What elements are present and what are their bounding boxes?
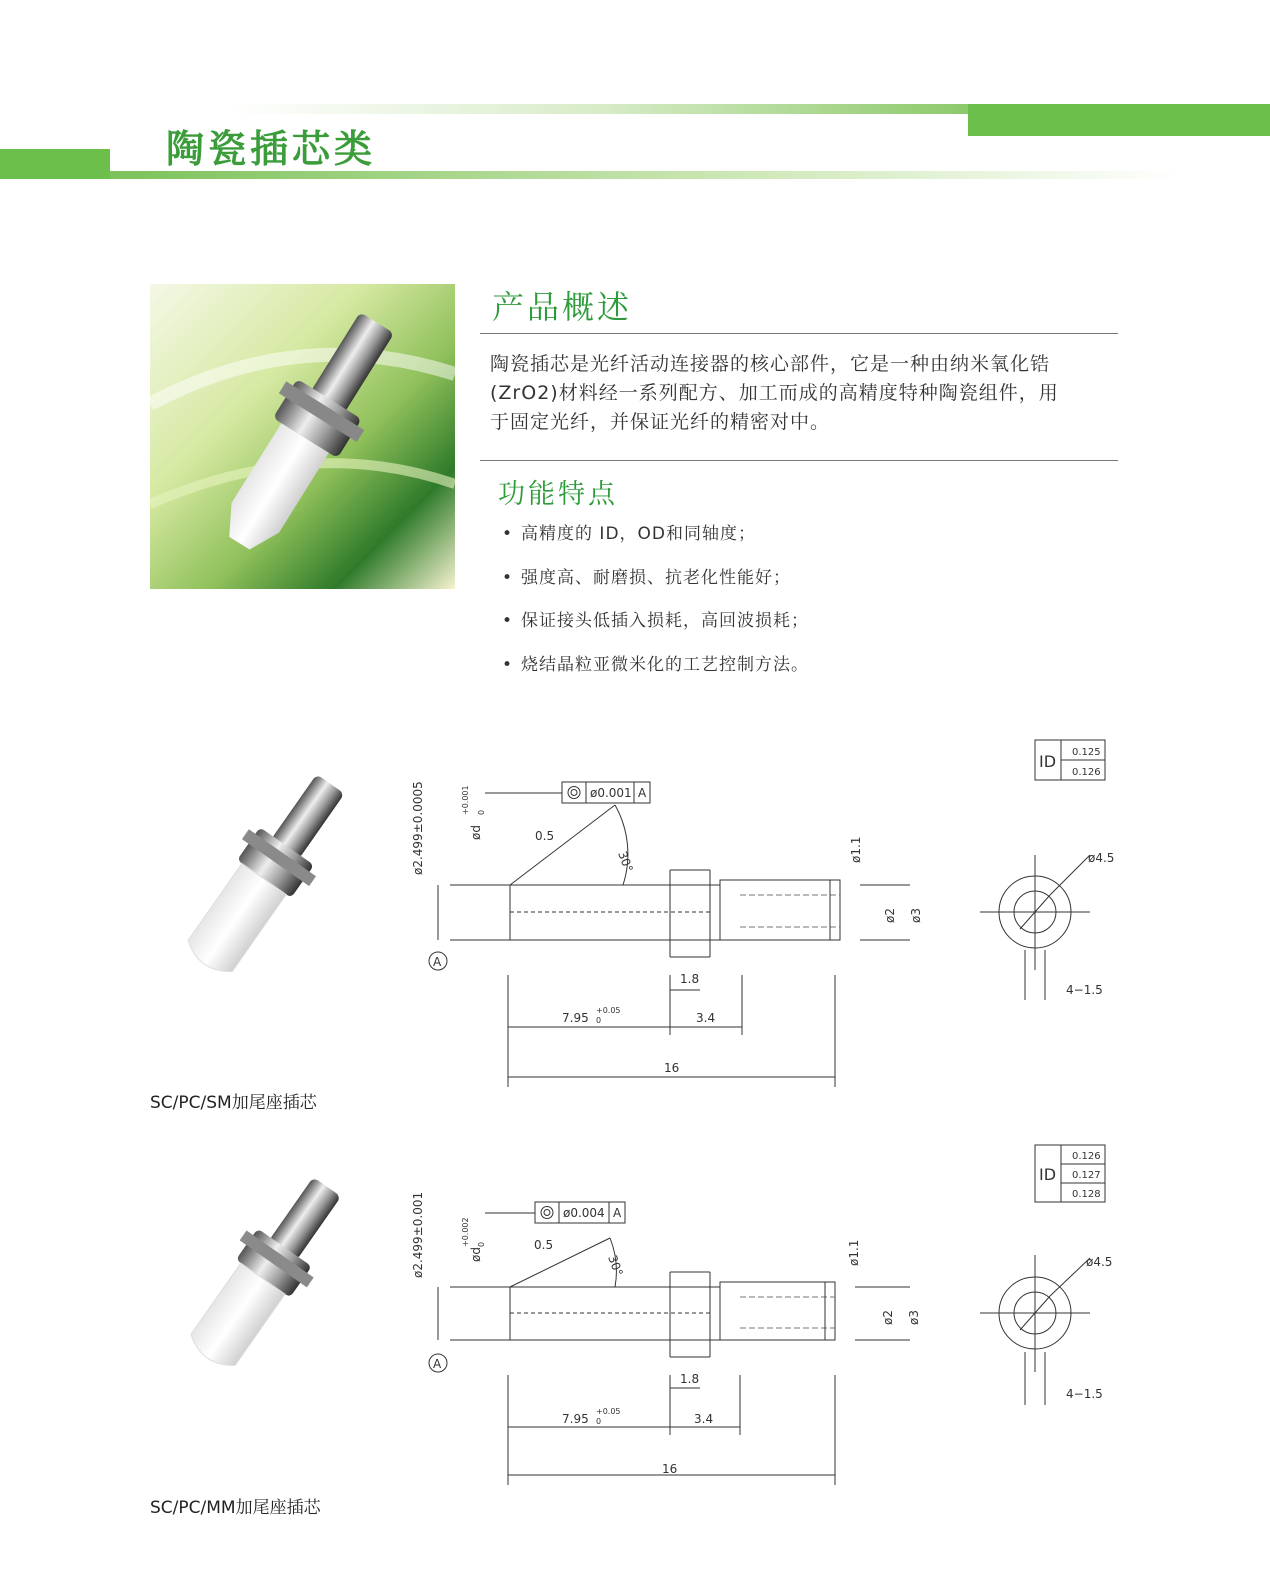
dim-1.8: 1.8 [680,1372,700,1386]
product-caption: SC/PC/MM加尾座插芯 [150,1498,321,1518]
dim-3.4: 3.4 [696,1011,716,1025]
id-value: 0.126 [1072,767,1101,778]
dim-16: 16 [664,1061,680,1075]
dim-7.95-tol-upper: +0.05 [596,1407,621,1416]
product-photo-sm [148,752,378,1002]
chamfer-dim: 0.5 [534,1238,554,1252]
bore-tol-upper: +0.002 [461,1217,470,1247]
dim-7.95-tol-upper: +0.05 [596,1006,621,1015]
angle-dim: 30° [605,1253,626,1279]
bore-tol-upper: +0.001 [461,785,470,815]
bore-dim: ød [469,1247,483,1262]
d-small-dim: ø1.1 [849,836,863,863]
hero-product-photo [150,284,455,589]
bore-dim: ød [469,825,483,840]
bore-tol-lower: 0 [477,1241,486,1247]
id-table [1035,740,1105,780]
d45-dim: ø4.5 [1086,1255,1113,1269]
datum-label: A [433,955,442,969]
overview-text [490,350,1120,437]
overview-line: 于固定光纤，并保证光纤的精密对中。 [490,411,831,433]
datum-ref: A [638,786,647,800]
top-fade-stripe [230,104,970,114]
od-dim: ø2.499±0.001 [411,1191,425,1278]
angle-dim: 30° [615,849,636,875]
features-heading: 功能特点 [498,479,618,510]
divider [480,460,1118,461]
dim-1.8: 1.8 [680,972,700,986]
overview-heading: 产品概述 [492,288,633,326]
dim-16: 16 [662,1462,678,1476]
end-view [980,1255,1112,1405]
dim-7.95: 7.95 [562,1011,589,1025]
technical-drawing-mm [410,1140,1130,1500]
id-label: ID [1039,752,1057,771]
d-small-dim: ø1.1 [847,1239,861,1266]
left-bar [0,149,110,179]
id-table [1035,1145,1105,1202]
product-caption: SC/PC/SM加尾座插芯 [150,1093,317,1113]
d45-dim: ø4.5 [1088,851,1115,865]
feature-item: • 保证接头低插入损耗，高回波损耗； [502,608,809,652]
dim-7.95-tol-lower: 0 [596,1417,602,1426]
d2-dim: ø2 [881,1310,895,1325]
dim-7.95-tol-lower: 0 [596,1016,602,1025]
dim-7.95: 7.95 [562,1412,589,1426]
chamfer-dim: 0.5 [535,829,555,843]
slot-dim: 4−1.5 [1066,983,1103,997]
id-value: 0.126 [1072,1151,1101,1162]
id-value: 0.127 [1072,1170,1101,1181]
dim-3.4: 3.4 [694,1412,714,1426]
d3-dim: ø3 [907,1310,921,1325]
datum-ref: A [613,1206,622,1220]
product-photo-mm [148,1160,378,1390]
feature-item: • 烧结晶粒亚微米化的工艺控制方法。 [502,652,809,696]
id-value: 0.125 [1072,747,1101,758]
page-title: 陶瓷插芯类 [166,127,377,171]
divider [480,333,1118,334]
feature-item: • 强度高、耐磨损、抗老化性能好； [502,565,809,609]
d2-dim: ø2 [883,908,897,923]
datum-label: A [433,1357,442,1371]
concentricity-label: ø0.004 [563,1206,605,1220]
concentricity-label: ø0.001 [590,786,632,800]
slot-dim: 4−1.5 [1066,1387,1103,1401]
overview-line: (ZrO2)材料经一系列配方、加工而成的高精度特种陶瓷组件，用 [490,382,1059,404]
technical-drawing-sm [410,735,1130,1095]
end-view [980,851,1114,1000]
features-list [502,521,809,695]
feature-item: • 高精度的 ID，OD和同轴度； [502,521,809,565]
overview-line: 陶瓷插芯是光纤活动连接器的核心部件，它是一种由纳米氧化锆 [490,353,1051,375]
id-label: ID [1039,1165,1057,1184]
top-right-bar [968,104,1270,136]
id-value: 0.128 [1072,1189,1101,1200]
od-dim: ø2.499±0.0005 [411,781,425,875]
d3-dim: ø3 [909,908,923,923]
bore-tol-lower: 0 [477,809,486,815]
